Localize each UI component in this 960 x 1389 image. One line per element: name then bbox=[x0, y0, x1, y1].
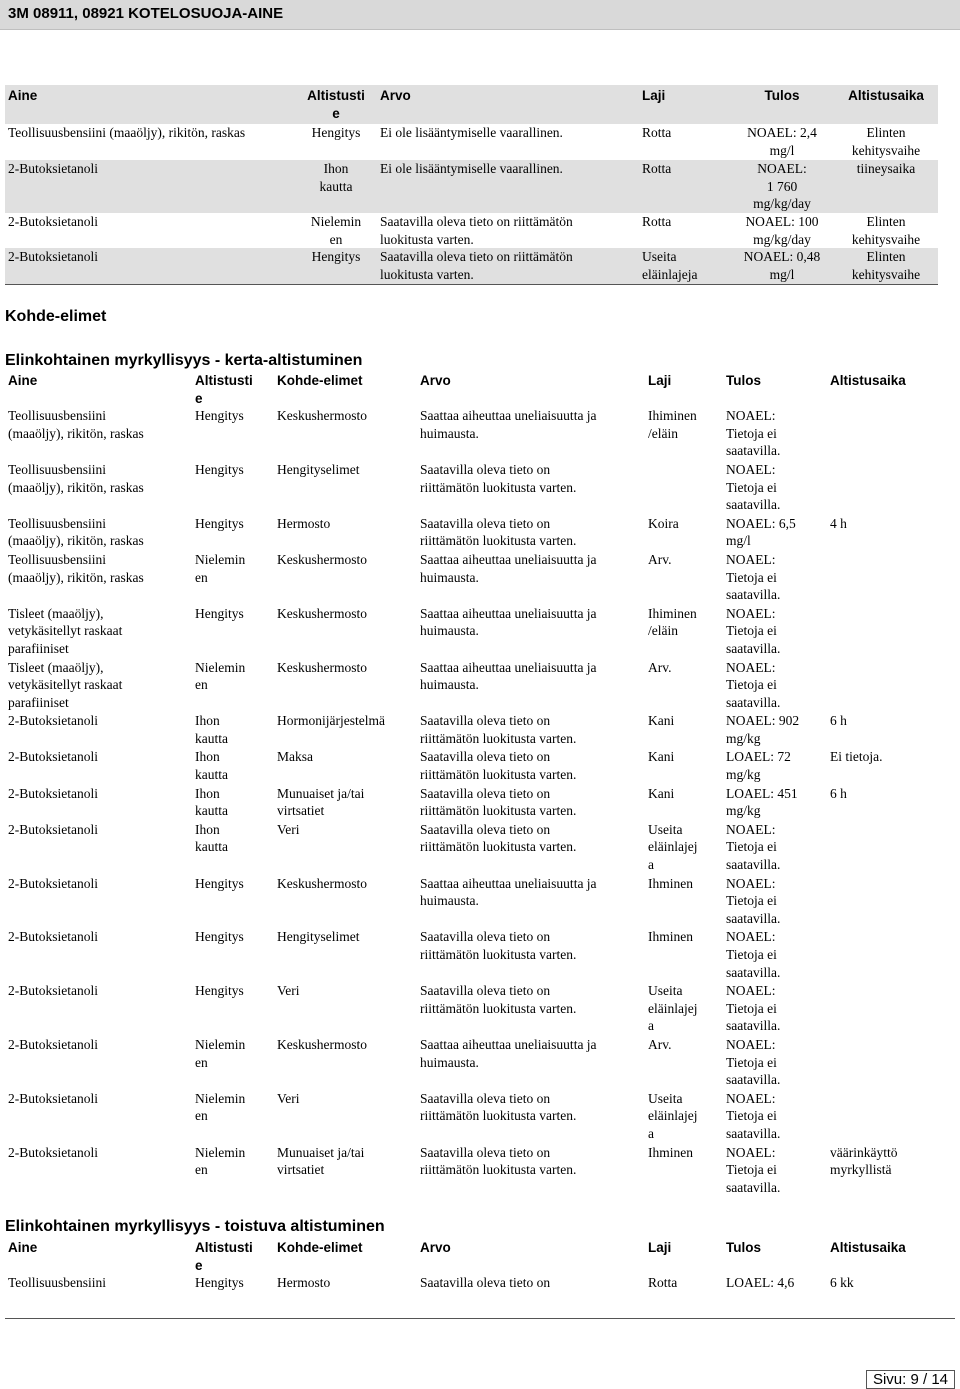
table-cell: Nielemin en bbox=[310, 213, 362, 247]
table-cell: Arv. bbox=[648, 659, 672, 675]
table-cell: Saatavilla oleva tieto on riittämätön luokitusta varten. bbox=[420, 785, 577, 819]
table-cell: Ei ole lisääntymiselle vaarallinen. bbox=[377, 160, 639, 213]
table-cell bbox=[827, 407, 930, 461]
table-cell: Rotta bbox=[639, 160, 730, 213]
table-cell: NOAEL: Tietoja ei saatavilla. bbox=[726, 875, 781, 926]
table-cell: Saatavilla oleva tieto on riittämätön luokitusta varten. bbox=[420, 461, 577, 495]
table-row bbox=[5, 551, 930, 605]
table-cell bbox=[827, 1090, 930, 1144]
table-cell: Tisleet (maaöljy), vetykäsitellyt raskaat parafiiniset bbox=[8, 659, 123, 710]
table-cell: Veri bbox=[277, 1090, 300, 1106]
table-cell: Ihminen bbox=[648, 929, 693, 945]
table-cell: 2-Butoksietanoli bbox=[8, 713, 98, 729]
table-cell: NOAEL: Tietoja ei saatavilla. bbox=[726, 821, 781, 873]
table-cell: Saattaa aiheuttaa uneliaisuutta ja huimausta. bbox=[420, 408, 597, 441]
table-cell: NOAEL: 1 760 mg/kg/day bbox=[730, 160, 834, 213]
table-cell: Saatavilla oleva tieto on riittämätön luokitusta varten. bbox=[420, 929, 577, 962]
table-row bbox=[5, 1036, 930, 1090]
table-cell bbox=[827, 605, 930, 659]
table-row bbox=[5, 982, 930, 1036]
table-cell: Hengitys bbox=[195, 1275, 244, 1291]
table-row bbox=[5, 124, 938, 159]
table-cell: Hengitys bbox=[195, 605, 244, 621]
table-cell bbox=[645, 461, 723, 515]
table-cell: Hengitys bbox=[195, 875, 244, 891]
column-header: Arvo bbox=[420, 1240, 451, 1255]
table-cell bbox=[827, 659, 930, 713]
table-cell bbox=[827, 982, 930, 1036]
table-cell: Ihon kautta bbox=[195, 785, 228, 819]
column-header: Aine bbox=[8, 373, 38, 388]
table-cell: 2-Butoksietanoli bbox=[8, 1090, 98, 1106]
table-cell: Teollisuusbensiini bbox=[8, 1275, 107, 1291]
table-cell: Keskushermosto bbox=[277, 551, 367, 567]
table-cell: Ihminen bbox=[648, 875, 693, 891]
column-header: Kohde-elimet bbox=[277, 373, 363, 388]
table-cell: 2-Butoksietanoli bbox=[5, 160, 295, 213]
table-cell: NOAEL: Tietoja ei saatavilla. bbox=[726, 929, 781, 980]
table-row bbox=[5, 605, 930, 659]
table-cell: Hengitys bbox=[311, 125, 361, 141]
table-cell bbox=[827, 928, 930, 982]
table-cell: Saatavilla oleva tieto on riittämätön luokitusta varten. bbox=[420, 515, 577, 549]
table-cell: Teollisuusbensiini (maaöljy), rikitön, raskas bbox=[8, 551, 144, 585]
table-cell: Saatavilla oleva tieto on riittämätön luokitusta varten. bbox=[380, 213, 573, 247]
table-cell: Hermosto bbox=[277, 515, 331, 531]
column-header: Altistusti e bbox=[195, 373, 253, 406]
reproductive-toxicity-table bbox=[5, 85, 938, 285]
table-cell: Keskushermosto bbox=[277, 605, 367, 621]
table-cell: Teollisuusbensiini (maaöljy), rikitön, raskas bbox=[8, 408, 144, 441]
table-cell: Useita eläinlajeja bbox=[639, 248, 730, 284]
column-header: Laji bbox=[639, 85, 730, 124]
table-cell bbox=[827, 821, 930, 875]
table-cell: Rotta bbox=[648, 1275, 678, 1291]
table-cell: Hengityselimet bbox=[277, 929, 360, 945]
table-cell: NOAEL: 902 mg/kg bbox=[726, 713, 800, 746]
table-cell: 6 h bbox=[830, 713, 847, 729]
column-header: Aine bbox=[8, 1240, 38, 1255]
table-cell: Arv. bbox=[648, 1036, 672, 1052]
table-cell: NOAEL: Tietoja ei saatavilla. bbox=[726, 1090, 781, 1141]
table-cell: Rotta bbox=[642, 125, 672, 141]
table-cell: Ihiminen /eläin bbox=[648, 605, 697, 639]
table-row bbox=[5, 712, 930, 748]
table-cell: Saatavilla oleva tieto on riittämätön luokitusta varten. bbox=[420, 1144, 577, 1178]
column-header: Altistusti e bbox=[295, 85, 377, 124]
column-header: Kohde-elimet bbox=[277, 1240, 363, 1255]
table-cell: Hengitys bbox=[295, 248, 377, 284]
table-cell: Nielemin en bbox=[195, 551, 246, 585]
table-header-row bbox=[5, 1239, 930, 1274]
table-cell: Ihon kautta bbox=[195, 821, 228, 855]
table-cell: 6 kk bbox=[830, 1275, 854, 1291]
column-header: Altistusti e bbox=[195, 1240, 253, 1273]
table-cell: 2-Butoksietanoli bbox=[8, 821, 98, 837]
table-cell: 2-Butoksietanoli bbox=[8, 983, 98, 999]
table-cell: Hengitys bbox=[195, 983, 244, 999]
table-cell: NOAEL: Tietoja ei saatavilla. bbox=[726, 408, 781, 459]
table-cell bbox=[827, 1036, 930, 1090]
table-cell: Ihon kautta bbox=[195, 749, 228, 783]
column-header: Altistusaika bbox=[834, 85, 938, 124]
table-cell: Teollisuusbensiini (maaöljy), rikitön, raskas bbox=[8, 461, 144, 495]
table-cell: Hermosto bbox=[277, 1275, 331, 1291]
table-cell: Elinten kehitysvaihe bbox=[851, 125, 921, 159]
table-cell bbox=[827, 551, 930, 605]
document-header-bar bbox=[0, 0, 960, 30]
table-header-row bbox=[5, 372, 930, 407]
table-cell: LOAEL: 451 mg/kg bbox=[726, 785, 798, 819]
page-number: Sivu: 9 / 14 bbox=[866, 1370, 955, 1389]
table-cell: Munuaiset ja/tai virtsatiet bbox=[277, 785, 365, 819]
table-row bbox=[5, 515, 930, 551]
section-heading-repeated-exposure: Elinkohtainen myrkyllisyys - toistuva altistuminen bbox=[5, 1218, 385, 1235]
table-cell: 2-Butoksietanoli bbox=[5, 248, 295, 284]
table-cell: Ihon kautta bbox=[295, 160, 377, 213]
table-cell: Saatavilla oleva tieto on riittämätön luokitusta varten. bbox=[420, 983, 577, 1016]
table-cell: 2-Butoksietanoli bbox=[8, 785, 98, 801]
table-cell: Saatavilla oleva tieto on riittämätön luokitusta varten. bbox=[420, 749, 577, 783]
table-row bbox=[5, 1144, 930, 1198]
table-cell: Koira bbox=[648, 515, 679, 531]
table-cell: Useita eläinlajej a bbox=[648, 1090, 698, 1141]
table-cell: Nielemin en bbox=[195, 1144, 246, 1178]
table-cell: Arv. bbox=[648, 551, 672, 567]
table-cell: Saatavilla oleva tieto on riittämätön luokitusta varten. bbox=[420, 821, 577, 855]
single-exposure-table bbox=[5, 372, 930, 1197]
table-cell bbox=[827, 461, 930, 515]
table-cell: Hengitys bbox=[195, 929, 244, 945]
column-header: Tulos bbox=[726, 1240, 761, 1255]
table-row bbox=[5, 1090, 930, 1144]
table-cell: Kani bbox=[648, 713, 675, 729]
column-header: Aine bbox=[5, 85, 295, 124]
table-cell: Maksa bbox=[277, 749, 313, 765]
table-cell bbox=[827, 875, 930, 929]
column-header: Laji bbox=[648, 373, 672, 388]
table-cell: Hengitys bbox=[195, 461, 244, 477]
table-cell: Kani bbox=[648, 749, 675, 765]
table-cell: Nielemin en bbox=[195, 1090, 246, 1124]
section-heading-target-organs: Kohde-elimet bbox=[5, 308, 107, 325]
table-row bbox=[5, 213, 938, 248]
table-cell: NOAEL: Tietoja ei saatavilla. bbox=[726, 605, 781, 656]
table-row bbox=[5, 1274, 930, 1292]
table-cell: Ihminen bbox=[648, 1144, 693, 1160]
table-cell: NOAEL: Tietoja ei saatavilla. bbox=[726, 1144, 781, 1195]
table-cell: Saattaa aiheuttaa uneliaisuutta ja huimausta. bbox=[420, 551, 597, 585]
column-header: Arvo bbox=[420, 373, 451, 388]
table-cell: NOAEL: Tietoja ei saatavilla. bbox=[726, 983, 781, 1034]
table-row bbox=[5, 248, 938, 284]
table-cell: 6 h bbox=[830, 785, 847, 801]
table-cell: Kani bbox=[648, 785, 675, 801]
table-row bbox=[5, 659, 930, 713]
table-cell: Hengitys bbox=[195, 515, 244, 531]
table-cell: Useita eläinlajej a bbox=[648, 821, 698, 873]
table-cell: väärinkäyttö myrkyllistä bbox=[830, 1144, 898, 1178]
table-cell: Ihiminen /eläin bbox=[648, 408, 697, 441]
table-cell: Munuaiset ja/tai virtsatiet bbox=[277, 1144, 365, 1178]
table-cell: NOAEL: Tietoja ei saatavilla. bbox=[726, 1036, 781, 1088]
table-cell: tiineysaika bbox=[834, 160, 938, 213]
table-cell: 2-Butoksietanoli bbox=[8, 929, 98, 945]
table-cell: NOAEL: 2,4 mg/l bbox=[747, 125, 817, 159]
table-cell: Useita eläinlajej a bbox=[648, 983, 698, 1034]
table-cell: Saattaa aiheuttaa uneliaisuutta ja huimausta. bbox=[420, 659, 597, 693]
table-row bbox=[5, 821, 930, 875]
table-cell: Saatavilla oleva tieto on riittämätön luokitusta varten. bbox=[420, 1090, 577, 1124]
table-cell: Veri bbox=[277, 983, 300, 999]
table-cell: Hengityselimet bbox=[277, 461, 360, 477]
table-cell: 4 h bbox=[830, 515, 847, 531]
table-cell: 2-Butoksietanoli bbox=[8, 875, 98, 891]
section-heading-single-exposure: Elinkohtainen myrkyllisyys - kerta-altistuminen bbox=[5, 352, 363, 369]
table-cell: NOAEL: 0,48 mg/l bbox=[730, 248, 834, 284]
footer-divider bbox=[5, 1318, 955, 1319]
table-cell: 2-Butoksietanoli bbox=[8, 1036, 98, 1052]
table-header-row bbox=[5, 85, 938, 124]
table-cell: Teollisuusbensiini (maaöljy), rikitön, raskas bbox=[8, 125, 246, 141]
table-cell: Tisleet (maaöljy), vetykäsitellyt raskaat parafiiniset bbox=[8, 605, 123, 656]
column-header: Laji bbox=[648, 1240, 672, 1255]
table-cell: NOAEL: Tietoja ei saatavilla. bbox=[726, 461, 781, 513]
table-cell: Ei ole lisääntymiselle vaarallinen. bbox=[380, 125, 563, 141]
table-cell: Ei tietoja. bbox=[830, 749, 883, 765]
table-cell: Veri bbox=[277, 821, 300, 837]
table-cell: Ihon kautta bbox=[195, 713, 228, 746]
table-cell: Nielemin en bbox=[195, 659, 246, 693]
table-cell: Saatavilla oleva tieto on riittämätön luokitusta varten. bbox=[420, 713, 577, 746]
table-cell: Keskushermosto bbox=[277, 659, 367, 675]
table-cell: NOAEL: 100 mg/kg/day bbox=[745, 213, 819, 247]
table-cell: LOAEL: 72 mg/kg bbox=[726, 749, 791, 783]
column-header: Altistusaika bbox=[830, 373, 906, 388]
column-header: Altistusaika bbox=[830, 1240, 906, 1255]
table-row bbox=[5, 461, 930, 515]
table-row bbox=[5, 785, 930, 821]
column-header: Arvo bbox=[377, 85, 639, 124]
table-cell: Hormonijärjestelmä bbox=[277, 713, 385, 729]
table-cell: Saatavilla oleva tieto on bbox=[420, 1275, 551, 1291]
table-cell: Keskushermosto bbox=[277, 1036, 367, 1052]
table-cell: 2-Butoksietanoli bbox=[8, 749, 98, 765]
table-cell: Saatavilla oleva tieto on riittämätön luokitusta varten. bbox=[377, 248, 639, 284]
column-header: Tulos bbox=[730, 85, 834, 124]
table-row bbox=[5, 875, 930, 929]
table-cell: Rotta bbox=[642, 213, 672, 229]
table-cell: 2-Butoksietanoli bbox=[8, 1144, 98, 1160]
table-cell: Elinten kehitysvaihe bbox=[851, 213, 921, 247]
table-cell: NOAEL: Tietoja ei saatavilla. bbox=[726, 659, 781, 710]
table-cell: Saattaa aiheuttaa uneliaisuutta ja huimausta. bbox=[420, 1036, 597, 1070]
document-title: 3M 08911, 08921 KOTELOSUOJA-AINE bbox=[8, 5, 284, 22]
table-cell: LOAEL: 4,6 bbox=[726, 1275, 795, 1291]
table-cell: 2-Butoksietanoli bbox=[8, 213, 98, 229]
table-cell: Elinten kehitysvaihe bbox=[834, 248, 938, 284]
table-cell: Keskushermosto bbox=[277, 875, 367, 891]
table-row bbox=[5, 407, 930, 461]
table-cell: NOAEL: Tietoja ei saatavilla. bbox=[726, 551, 781, 603]
table-row bbox=[5, 928, 930, 982]
column-header: Tulos bbox=[726, 373, 761, 388]
table-cell: Keskushermosto bbox=[277, 408, 367, 424]
table-cell: Hengitys bbox=[195, 408, 244, 424]
table-row bbox=[5, 160, 938, 213]
table-cell: NOAEL: 6,5 mg/l bbox=[726, 515, 796, 549]
table-cell: Teollisuusbensiini (maaöljy), rikitön, raskas bbox=[8, 515, 144, 549]
table-cell: Saattaa aiheuttaa uneliaisuutta ja huimausta. bbox=[420, 605, 597, 639]
table-cell: Saattaa aiheuttaa uneliaisuutta ja huimausta. bbox=[420, 875, 597, 909]
table-row bbox=[5, 748, 930, 784]
table-cell: Nielemin en bbox=[195, 1036, 246, 1070]
repeated-exposure-table bbox=[5, 1239, 930, 1292]
